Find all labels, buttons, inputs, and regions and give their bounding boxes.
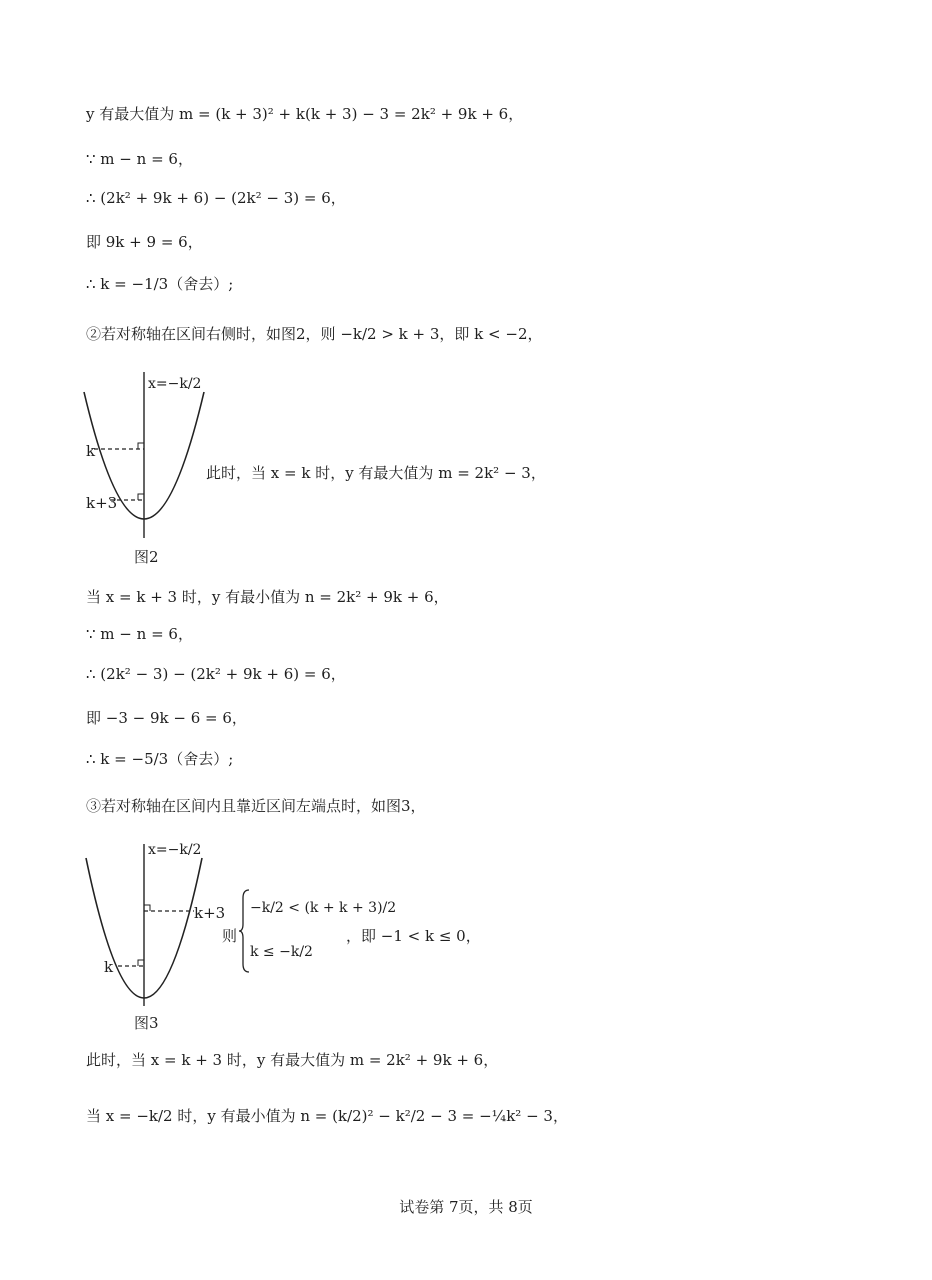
page-footer: 试卷第 7页，共 8页 — [399, 1198, 533, 1216]
figure-3-prefix: 则 — [222, 927, 238, 945]
figure-3-mark-k: k — [104, 958, 114, 976]
figure-2-mark-k: k — [86, 442, 96, 460]
brace-icon — [238, 888, 250, 974]
figure-3-mark-k3: k+3 — [194, 904, 226, 922]
inequality-system — [238, 888, 397, 974]
figure-2-parabola — [80, 368, 210, 568]
line-11: ∴ k = −5/3（舍去）; — [86, 750, 234, 768]
line-9: ∴ (2k² − 3) − (2k² + 9k + 6) = 6， — [86, 665, 346, 683]
line-4: 即 9k + 9 = 6， — [86, 233, 203, 251]
figure-3-suffix: ，即 −1 < k ≤ 0， — [346, 927, 481, 945]
line-2: ∵ m − n = 6， — [86, 150, 193, 168]
figure-3-parabola — [80, 836, 210, 1016]
line-8: ∵ m − n = 6， — [86, 625, 193, 643]
line-12: ③若对称轴在区间内且靠近区间左端点时，如图3， — [86, 797, 426, 815]
inequality-row-2: k ≤ −k/2 — [250, 944, 313, 960]
line-10: 即 −3 − 9k − 6 = 6， — [86, 709, 247, 727]
line-6: ②若对称轴在区间右侧时，如图2，则 −k/2 > k + 3，即 k < −2， — [86, 325, 543, 343]
line-7: 当 x = k + 3 时，y 有最小值为 n = 2k² + 9k + 6， — [86, 588, 449, 606]
line-5: ∴ k = −1/3（舍去）; — [86, 275, 234, 293]
figure-3-caption: 图3 — [134, 1014, 159, 1032]
figure-2-mark-k3: k+3 — [86, 494, 118, 512]
inequality-row-1: −k/2 < (k + k + 3)/2 — [250, 900, 397, 916]
line-13: 此时，当 x = k + 3 时，y 有最大值为 m = 2k² + 9k + 6， — [86, 1051, 499, 1069]
figure-2-axis-label: x=−k/2 — [148, 376, 202, 392]
line-1: y 有最大值为 m = (k + 3)² + k(k + 3) − 3 = 2k² + 9k + 6， — [86, 105, 524, 123]
figure-3-axis-label: x=−k/2 — [148, 842, 202, 858]
figure-2-caption: 图2 — [134, 548, 159, 566]
line-14: 当 x = −k/2 时，y 有最小值为 n = (k/2)² − k²/2 − 3 = −¼k² − 3， — [86, 1107, 568, 1125]
line-3: ∴ (2k² + 9k + 6) − (2k² − 3) = 6， — [86, 189, 346, 207]
figure-2-side-text: 此时，当 x = k 时，y 有最大值为 m = 2k² − 3， — [206, 464, 546, 482]
